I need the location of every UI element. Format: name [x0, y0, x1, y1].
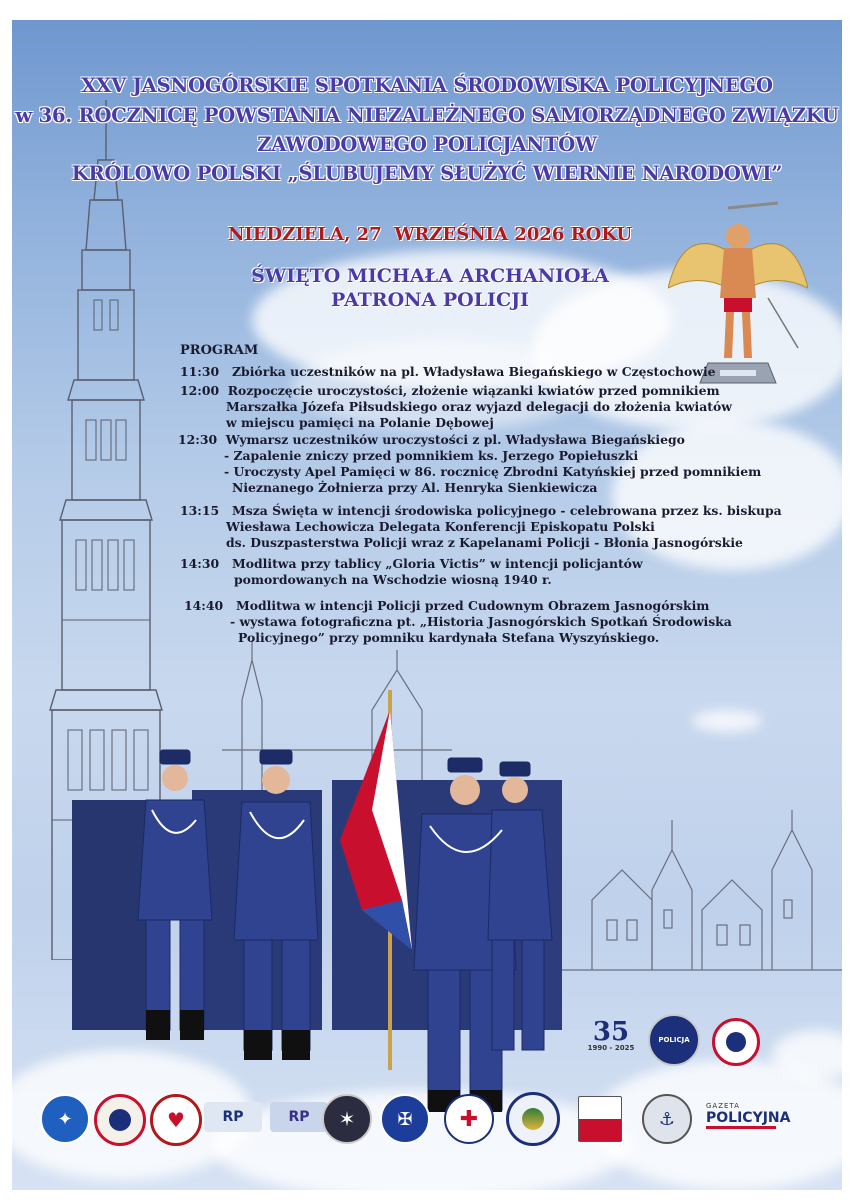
program-item	[180, 364, 716, 380]
program-time: 14:30	[180, 556, 220, 571]
police-star-label: POLICJA	[658, 1036, 690, 1044]
program-text: - wystawa fotograficzna pt. „Historia Jasnogórskich Spotkań Środowiska	[230, 614, 732, 629]
feast-line-1: ŚWIĘTO MICHAŁA ARCHANIOŁA	[251, 265, 609, 287]
feast-line-2: PATRONA POLICJI	[331, 289, 529, 311]
police-anchor-logo: ⚓	[642, 1094, 692, 1144]
program-text: pomordowanych na Wschodzie wiosną 1940 r.	[234, 572, 552, 587]
feast-title	[200, 264, 660, 312]
program-text: Nieznanego Żołnierza przy Al. Henryka Sienkiewicza	[232, 480, 598, 495]
program-text: Policyjnego” przy pomniku kardynała Stefana Wyszyńskiego.	[238, 630, 660, 645]
program-time: 12:00	[180, 383, 220, 398]
gazeta-underline	[706, 1126, 776, 1129]
program-text: ds. Duszpasterstwa Policji wraz z Kapelanami Policji - Błonia Jasnogórskie	[226, 535, 743, 550]
program-item	[180, 503, 782, 551]
eagle-emblem-blue-logo: ✠	[380, 1094, 430, 1144]
heart-foundation-logo: ♥	[150, 1094, 202, 1146]
program-text: Wymarsz uczestników uroczystości z pl. Władysława Biegańskiego	[225, 432, 685, 447]
rp-label: RP	[288, 1109, 310, 1125]
program-item	[178, 432, 761, 496]
program-time: 14:40	[184, 598, 224, 613]
program-text: Marszałka Józefa Piłsudskiego oraz wyjazd delegacji do złożenia kwiatów	[226, 399, 732, 414]
association-seal-logo	[94, 1094, 146, 1146]
program-time: 13:15	[180, 503, 220, 518]
flag-square-logo	[578, 1096, 622, 1142]
seal-center	[109, 1109, 131, 1131]
town-sketch-illustration	[552, 810, 842, 1010]
event-date: NIEDZIELA, 27 WRZEŚNIA 2026 ROKU	[227, 224, 633, 245]
union-round-logo	[506, 1092, 560, 1146]
program-item	[180, 383, 732, 431]
title-line-1: XXV JASNOGÓRSKIE SPOTKANIA ŚRODOWISKA POLICYJNEGO	[81, 74, 773, 97]
anniversary-35-logo	[580, 1016, 642, 1056]
rp-label: RP	[222, 1109, 244, 1125]
event-title	[0, 74, 854, 185]
cross-shield-logo: ✚	[444, 1094, 494, 1144]
program-text: Wiesława Lechowicza Delegata Konferencji Episkopatu Polski	[226, 519, 655, 534]
anniversary-years: 1990 - 2025	[587, 1044, 635, 1052]
cloud	[692, 710, 762, 732]
program-text: Rozpoczęcie uroczystości, złożenie wiązanki kwiatów przed pomnikiem	[227, 383, 720, 398]
program-text: - Zapalenie zniczy przed pomnikiem ks. Jerzego Popiełuszki	[224, 448, 639, 463]
program-heading: PROGRAM	[180, 343, 259, 358]
program-text: Modlitwa przy tablicy „Gloria Victis” w intencji policjantów	[232, 556, 643, 571]
eagle-badge-logo: ✦	[40, 1094, 90, 1144]
program-text: w miejscu pamięci na Polanie Dębowej	[226, 415, 494, 430]
police-star-logo	[648, 1014, 700, 1066]
program-item	[180, 556, 643, 588]
police-honor-guard-photo	[72, 670, 592, 1120]
program-text: Zbiórka uczestników na pl. Władysława Biegańskiego w Częstochowie	[232, 364, 716, 379]
title-line-3: ZAWODOWEGO POLICJANTÓW	[257, 133, 597, 156]
rp-wings-logo-2	[270, 1102, 328, 1132]
program-time: 12:30	[178, 432, 218, 447]
program-item	[184, 598, 732, 646]
police-star-small-logo: ✶	[322, 1094, 372, 1144]
gazeta-top-label: GAZETA	[706, 1102, 740, 1110]
title-line-4: KRÓLOWO POLSKI „ŚLUBUJEMY SŁUŻYĆ WIERNIE NARODOWI”	[71, 162, 783, 185]
program-text: Msza Święta w intencji środowiska policyjnego - celebrowana przez ks. biskupa	[232, 503, 782, 518]
anniversary-number: 35	[592, 1017, 630, 1047]
program-text: Modlitwa w intencji Policji przed Cudownym Obrazem Jasnogórskim	[236, 598, 710, 613]
program-time: 11:30	[180, 364, 220, 379]
gazeta-policyjna-logo	[706, 1102, 791, 1138]
program-text: - Uroczysty Apel Pamięci w 86. rocznicę Zbrodni Katyńskiej przed pomnikiem	[224, 464, 762, 479]
union-center	[522, 1108, 544, 1130]
title-line-2: w 36. ROCZNICĘ POWSTANIA NIEZALEŻNEGO SAMORZĄDNEGO ZWIĄZKU	[15, 104, 839, 127]
nszzp-round-logo	[712, 1018, 760, 1066]
rp-wings-logo-1	[204, 1102, 262, 1132]
gazeta-name-label: POLICYJNA	[706, 1110, 791, 1126]
nszzp-inner-emblem	[726, 1032, 746, 1052]
